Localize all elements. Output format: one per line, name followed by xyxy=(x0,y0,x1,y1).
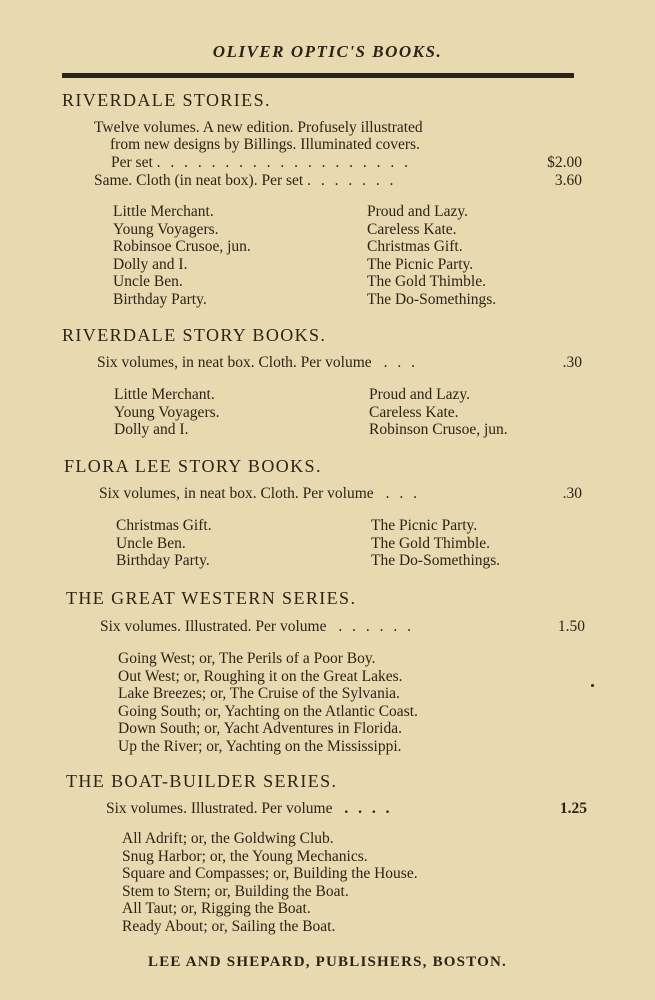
book-title: Little Merchant. xyxy=(113,203,214,220)
title-list xyxy=(118,650,418,755)
price-value: .30 xyxy=(562,485,582,502)
book-title: Up the River; or, Yachting on the Mississippi. xyxy=(118,737,402,755)
book-title: Down South; or, Yacht Adventures in Florida. xyxy=(118,720,402,737)
dot-leader: . . . . . . xyxy=(338,618,414,635)
book-title: Going West; or, The Perils of a Poor Boy. xyxy=(118,650,376,667)
title-list-left xyxy=(116,517,212,570)
book-title: The Do-Somethings. xyxy=(367,290,497,308)
book-title: Lake Breezes; or, The Cruise of the Sylvania. xyxy=(118,685,400,702)
price-value: 1.25 xyxy=(559,800,587,817)
price-value: 3.60 xyxy=(554,172,582,189)
book-title: The Picnic Party. xyxy=(367,255,474,273)
description-line: from new designs by Billings. Illuminated covers. xyxy=(110,136,420,153)
dot-leader: . . . . . . . . . . . . . . . . . . . xyxy=(156,154,412,171)
running-head: OLIVER OPTIC'S BOOKS. xyxy=(212,42,443,61)
title-list-left xyxy=(113,203,251,308)
section-title-riverdale-stories: RIVERDALE STORIES. xyxy=(62,90,271,110)
section-title-riverdale-story-books: RIVERDALE STORY BOOKS. xyxy=(62,325,327,345)
price-label: Same. Cloth (in neat box). Per set . . . . . . . xyxy=(94,172,397,189)
title-list-left xyxy=(114,386,220,439)
price-label: Six volumes, in neat box. Cloth. Per volume . . . xyxy=(99,485,420,502)
book-title: Christmas Gift. xyxy=(116,517,212,534)
book-title: Uncle Ben. xyxy=(116,534,186,552)
book-title: Young Voyagers. xyxy=(114,403,220,421)
title-list-right xyxy=(369,386,508,439)
book-title: The Picnic Party. xyxy=(371,517,478,534)
book-title: The Do-Somethings. xyxy=(371,552,501,569)
book-title: Ready About; or, Sailing the Boat. xyxy=(122,917,336,935)
dot-leader: . . . . . . . xyxy=(307,172,397,189)
description-line: Twelve volumes. A new edition. Profusely illustrated xyxy=(94,119,423,136)
book-title: Robinsoe Crusoe, jun. xyxy=(113,238,251,255)
book-title: Birthday Party. xyxy=(113,290,207,308)
price-label: Six volumes, in neat box. Cloth. Per volume . . . xyxy=(97,354,418,371)
book-title: Stem to Stern; or, Building the Boat. xyxy=(122,882,349,900)
price-label: Six volumes. Illustrated. Per volume . . . . . . xyxy=(100,618,414,635)
book-title: Robinson Crusoe, jun. xyxy=(369,421,508,438)
title-list-right xyxy=(367,203,496,308)
book-title: Dolly and I. xyxy=(113,255,188,273)
price-label: Per set . . . . . . . . . . . . . . . . . . . xyxy=(111,154,412,171)
book-title: The Gold Thimble. xyxy=(367,273,486,290)
price-value: 1.50 xyxy=(557,618,585,635)
section-title-flora-lee-story-books: FLORA LEE STORY BOOKS. xyxy=(64,456,322,476)
book-title: Birthday Party. xyxy=(116,552,210,569)
book-title: Snug Harbor; or, the Young Mechanics. xyxy=(122,847,368,865)
section-title-boat-builder-series: THE BOAT-BUILDER SERIES. xyxy=(66,771,338,791)
book-title: All Adrift; or, the Goldwing Club. xyxy=(122,830,334,847)
price-value: $2.00 xyxy=(547,154,582,171)
book-title: Square and Compasses; or, Building the House. xyxy=(122,865,418,882)
title-list-right xyxy=(371,517,500,570)
price-value: .30 xyxy=(562,354,582,371)
book-title: All Taut; or, Rigging the Boat. xyxy=(122,900,311,917)
dot-leader: . . . xyxy=(385,485,420,502)
book-title: Careless Kate. xyxy=(367,220,457,238)
book-title: Young Voyagers. xyxy=(113,220,219,238)
book-title: Uncle Ben. xyxy=(113,273,183,290)
book-title: Christmas Gift. xyxy=(367,238,463,255)
header-rule xyxy=(62,73,574,78)
publisher-footer: LEE AND SHEPARD, PUBLISHERS, BOSTON. xyxy=(148,954,507,970)
book-title: Out West; or, Roughing it on the Great Lakes. xyxy=(118,667,403,685)
price-label: Six volumes. Illustrated. Per volume . . . . xyxy=(106,800,393,817)
title-list xyxy=(122,830,418,935)
book-title: Proud and Lazy. xyxy=(367,203,469,220)
book-title: Proud and Lazy. xyxy=(369,386,471,403)
ink-speck xyxy=(591,684,594,687)
dot-leader: . . . xyxy=(383,354,418,371)
book-title: Careless Kate. xyxy=(369,403,459,421)
book-title: The Gold Thimble. xyxy=(371,534,490,552)
section-title-great-western-series: THE GREAT WESTERN SERIES. xyxy=(66,588,357,608)
book-title: Little Merchant. xyxy=(114,386,215,403)
dot-leader: . . . . xyxy=(344,800,393,817)
book-title: Going South; or, Yachting on the Atlantic Coast. xyxy=(118,702,418,720)
book-title: Dolly and I. xyxy=(114,421,189,438)
